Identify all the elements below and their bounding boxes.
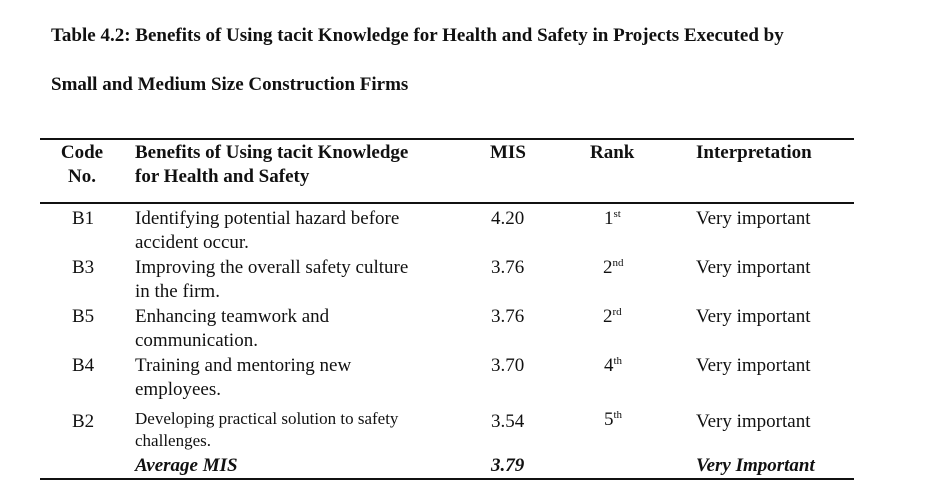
row-benefit-line2: communication. xyxy=(135,330,258,351)
row-benefit-line1: Enhancing teamwork and xyxy=(135,306,330,327)
table-bottom-rule xyxy=(40,478,854,480)
header-interpretation: Interpretation xyxy=(696,142,812,163)
row-benefit xyxy=(135,354,351,402)
row-rank: 2rd xyxy=(603,306,622,327)
row-benefit-line1: Developing practical solution to safety xyxy=(135,409,399,428)
row-code: B1 xyxy=(72,208,95,229)
row-code: B2 xyxy=(72,411,95,432)
row-mis: 3.54 xyxy=(491,411,525,432)
row-mis: 4.20 xyxy=(491,208,525,229)
row-mis: 3.76 xyxy=(491,257,525,278)
row-code: B4 xyxy=(72,355,95,376)
header-code xyxy=(52,141,112,189)
row-interpretation: Very important xyxy=(696,411,811,432)
table-top-rule xyxy=(40,138,854,140)
row-code: B5 xyxy=(72,306,95,327)
row-interpretation: Very important xyxy=(696,306,811,327)
row-benefit xyxy=(135,207,399,255)
row-rank: 1st xyxy=(604,208,621,229)
row-benefit xyxy=(135,256,408,304)
header-rank: Rank xyxy=(590,142,635,163)
row-mis: 3.70 xyxy=(491,355,525,376)
header-mis: MIS xyxy=(490,142,526,163)
row-benefit-line1: Improving the overall safety culture xyxy=(135,257,409,278)
header-bottom-rule xyxy=(40,202,854,204)
row-benefit-line1: Identifying potential hazard before xyxy=(135,208,400,229)
footer-interpretation: Very Important xyxy=(696,455,815,476)
row-rank: 4th xyxy=(604,355,623,376)
footer-mis: 3.79 xyxy=(491,455,525,476)
row-benefit-line1: Training and mentoring new xyxy=(135,355,352,376)
row-code: B3 xyxy=(72,257,95,278)
row-benefit-line2: in the firm. xyxy=(135,281,220,302)
row-benefit-line2: accident occur. xyxy=(135,232,249,253)
table-caption-line2: Small and Medium Size Construction Firms xyxy=(51,74,409,95)
header-benefit-line1: Benefits of Using tacit Knowledge xyxy=(135,142,409,163)
table-caption-line1: Table 4.2: Benefits of Using tacit Knowledge for Health and Safety in Projects Executed by xyxy=(51,25,784,46)
row-benefit xyxy=(135,305,329,353)
row-benefit xyxy=(135,408,398,452)
header-benefit-line2: for Health and Safety xyxy=(135,166,310,187)
row-benefit-line2: challenges. xyxy=(135,431,211,450)
row-interpretation: Very important xyxy=(696,355,811,376)
row-benefit-line2: employees. xyxy=(135,379,222,400)
header-code-line1: Code xyxy=(60,142,104,163)
row-mis: 3.76 xyxy=(491,306,525,327)
footer-label: Average MIS xyxy=(135,455,238,476)
row-interpretation: Very important xyxy=(696,257,811,278)
row-rank: 2nd xyxy=(603,257,624,278)
header-benefit xyxy=(135,141,408,189)
row-interpretation: Very important xyxy=(696,208,811,229)
header-code-line2: No. xyxy=(68,166,96,187)
row-rank: 5th xyxy=(604,409,623,430)
